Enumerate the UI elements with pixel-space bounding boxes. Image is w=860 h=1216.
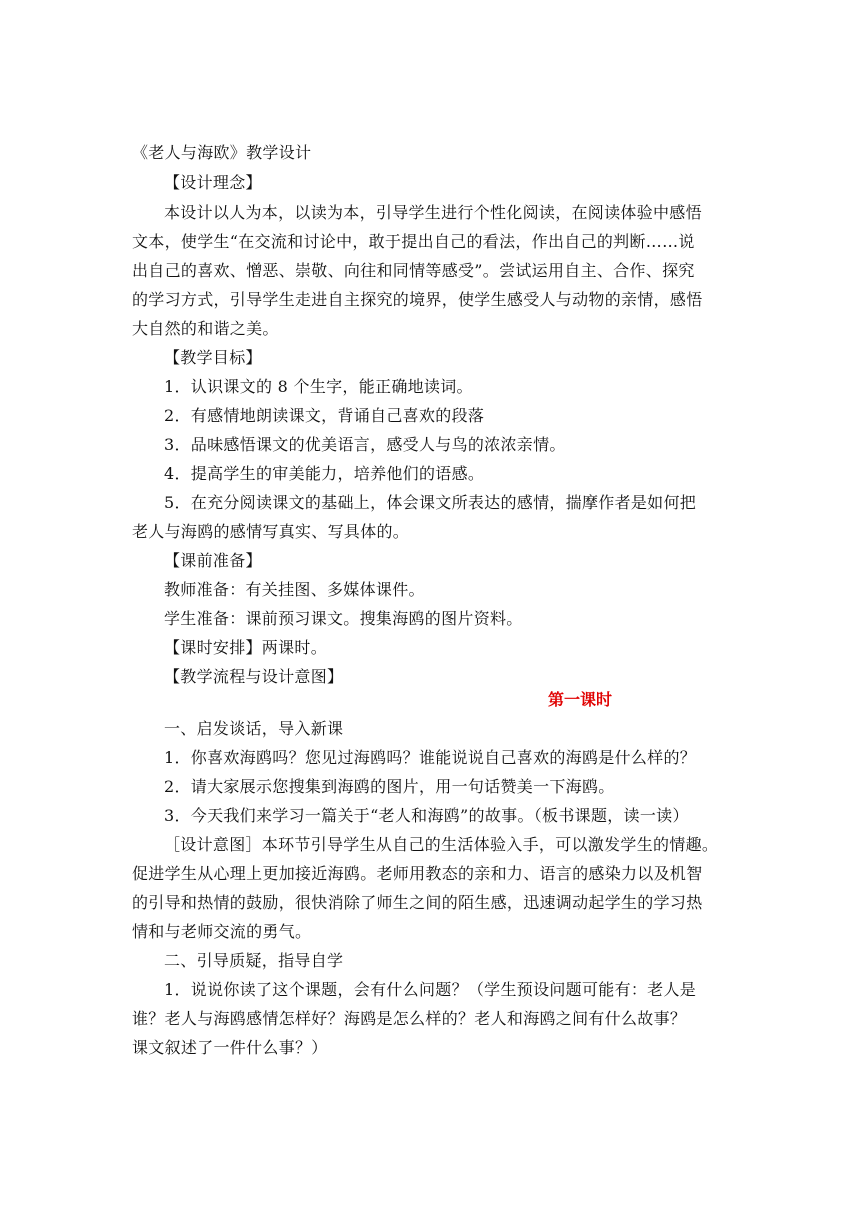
- lesson-one-heading: 第一课时: [548, 690, 613, 709]
- flow-heading: 【教学流程与设计意图】: [164, 667, 344, 686]
- document-title: 《老人与海欧》教学设计: [132, 143, 312, 162]
- part-two-heading: 二、引导质疑，指导自学: [164, 951, 344, 970]
- goals-heading: 【教学目标】: [164, 348, 262, 367]
- goal-item: 3．品味感悟课文的优美语言，感受人与鸟的浓浓亲情。: [164, 435, 566, 454]
- part-one-heading: 一、启发谈话，导入新课: [164, 719, 344, 738]
- concept-line: 的学习方式，引导学生走进自主探究的境界，使学生感受人与动物的亲情，感悟: [132, 290, 703, 309]
- concept-line: 文本，使学生“在交流和讨论中，敢于提出自己的看法，作出自己的判断……说: [132, 232, 695, 251]
- design-intent-line: 的引导和热情的鼓励，很快消除了师生之间的陌生感，迅速调动起学生的学习热: [132, 893, 703, 912]
- goal-item: 5．在充分阅读课文的基础上，体会课文所表达的感情，揣摩作者是如何把: [164, 493, 697, 512]
- concept-heading: 【设计理念】: [164, 173, 262, 192]
- goal-item: 4．提高学生的审美能力，培养他们的语感。: [164, 464, 485, 483]
- design-intent-line: 促进学生从心理上更加接近海鸥。老师用教态的亲和力、语言的感染力以及机智: [132, 864, 703, 883]
- design-intent-line: 情和与老师交流的勇气。: [132, 922, 312, 941]
- prep-student: 学生准备：课前预习课文。搜集海鸥的图片资料。: [164, 609, 523, 628]
- part-two-line: 课文叙述了一件什么事？）: [132, 1038, 328, 1057]
- prep-heading: 【课前准备】: [164, 551, 262, 570]
- part-one-item: 2．请大家展示您搜集到海鸥的图片，用一句话赞美一下海鸥。: [164, 777, 615, 796]
- concept-line: 大自然的和谐之美。: [132, 319, 279, 338]
- schedule-line: 【课时安排】两课时。: [164, 638, 328, 657]
- concept-line: 本设计以人为本，以读为本，引导学生进行个性化阅读，在阅读体验中感悟: [164, 203, 702, 222]
- design-intent-line: ［设计意图］本环节引导学生从自己的生活体验入手，可以激发学生的情趣。: [164, 835, 719, 854]
- part-two-line: 1．说说你读了这个课题，会有什么问题？（学生预设问题可能有：老人是: [164, 980, 697, 999]
- concept-line: 出自己的喜欢、憎恶、崇敬、向往和同情等感受”。尝试运用自主、合作、探究: [132, 261, 695, 280]
- part-one-item: 1．你喜欢海鸥吗？您见过海鸥吗？谁能说说自己喜欢的海鸥是什么样的？: [164, 748, 697, 767]
- part-two-line: 谁？老人与海鸥感情怎样好？海鸥是怎么样的？老人和海鸥之间有什么故事？: [132, 1009, 687, 1028]
- part-one-item: 3．今天我们来学习一篇关于“老人和海鸥”的故事。（板书课题，读一读）: [164, 806, 689, 825]
- goal-item: 2．有感情地朗读课文，背诵自己喜欢的段落: [164, 406, 485, 425]
- prep-teacher: 教师准备：有关挂图、多媒体课件。: [164, 580, 425, 599]
- goal-item: 1．认识课文的 8 个生字，能正确地读词。: [164, 377, 473, 396]
- goal-item-continued: 老人与海鸥的感情写真实、写具体的。: [132, 522, 410, 541]
